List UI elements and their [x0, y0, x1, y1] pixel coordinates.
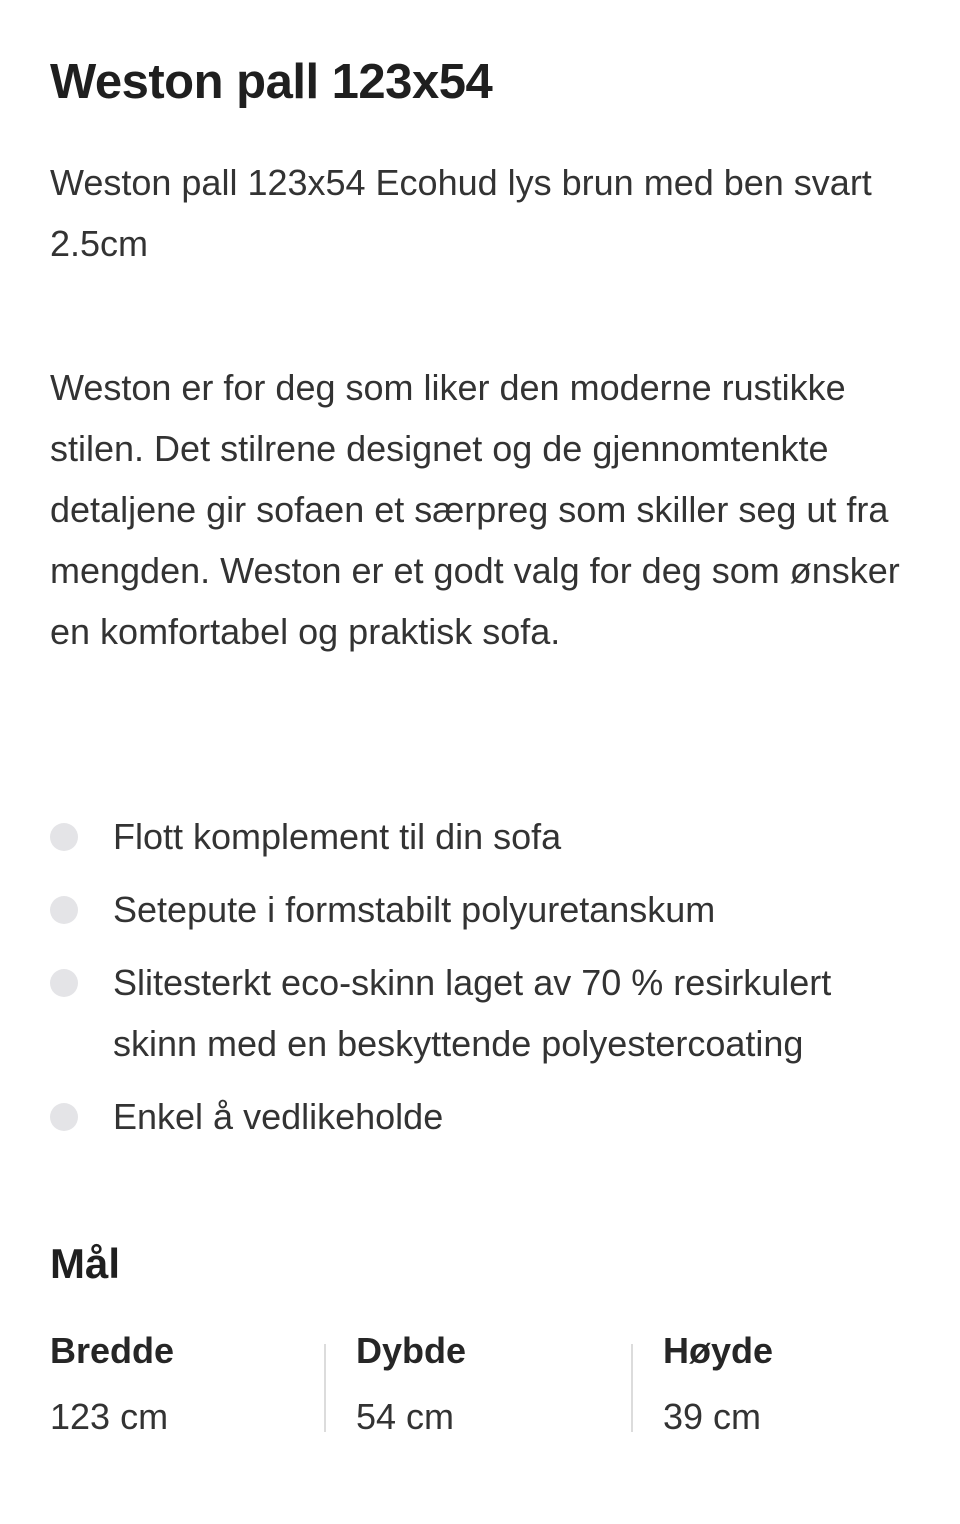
- dimension-value: 39 cm: [663, 1396, 762, 1437]
- dimension-width: [50, 1320, 320, 1440]
- dimension-label: Bredde: [50, 1330, 175, 1371]
- dimension-divider: [631, 1344, 633, 1432]
- product-subtitle: Weston pall 123x54 Ecohud lys brun med ben svart 2.5cm: [50, 162, 872, 264]
- dimension-value: 123 cm: [50, 1396, 169, 1437]
- dimension-height: [663, 1320, 933, 1440]
- feature-text: Slitesterkt eco-skinn laget av 70 % resirkulert skinn med en beskyttende polyestercoating: [113, 962, 832, 1064]
- feature-item: [50, 806, 920, 867]
- bullet-dot-icon: [50, 823, 78, 851]
- dimensions-heading: Mål: [50, 1240, 121, 1287]
- bullet-dot-icon: [50, 896, 78, 924]
- product-title: Weston pall 123x54: [50, 55, 493, 109]
- dimension-divider: [324, 1344, 326, 1432]
- feature-text: Flott komplement til din sofa: [113, 816, 562, 857]
- dimension-depth: [356, 1320, 626, 1440]
- feature-list: [50, 806, 920, 1159]
- dimension-label: Dybde: [356, 1330, 467, 1371]
- feature-text: Enkel å vedlikeholde: [113, 1096, 444, 1137]
- bullet-dot-icon: [50, 969, 78, 997]
- dimensions-table: [50, 1320, 920, 1440]
- dimension-value: 54 cm: [356, 1396, 455, 1437]
- feature-item: [50, 952, 920, 1074]
- dimension-label: Høyde: [663, 1330, 774, 1371]
- bullet-dot-icon: [50, 1103, 78, 1131]
- feature-item: [50, 1086, 920, 1147]
- feature-text: Setepute i formstabilt polyuretanskum: [113, 889, 716, 930]
- feature-item: [50, 879, 920, 940]
- product-description: Weston er for deg som liker den moderne rustikke stilen. Det stilrene designet og de gjennomtenkte detaljene gir sofaen et særpreg som skiller seg ut fra mengden. Weston er et godt valg for deg som ønsker en komfortabel og praktisk sofa.: [50, 367, 900, 652]
